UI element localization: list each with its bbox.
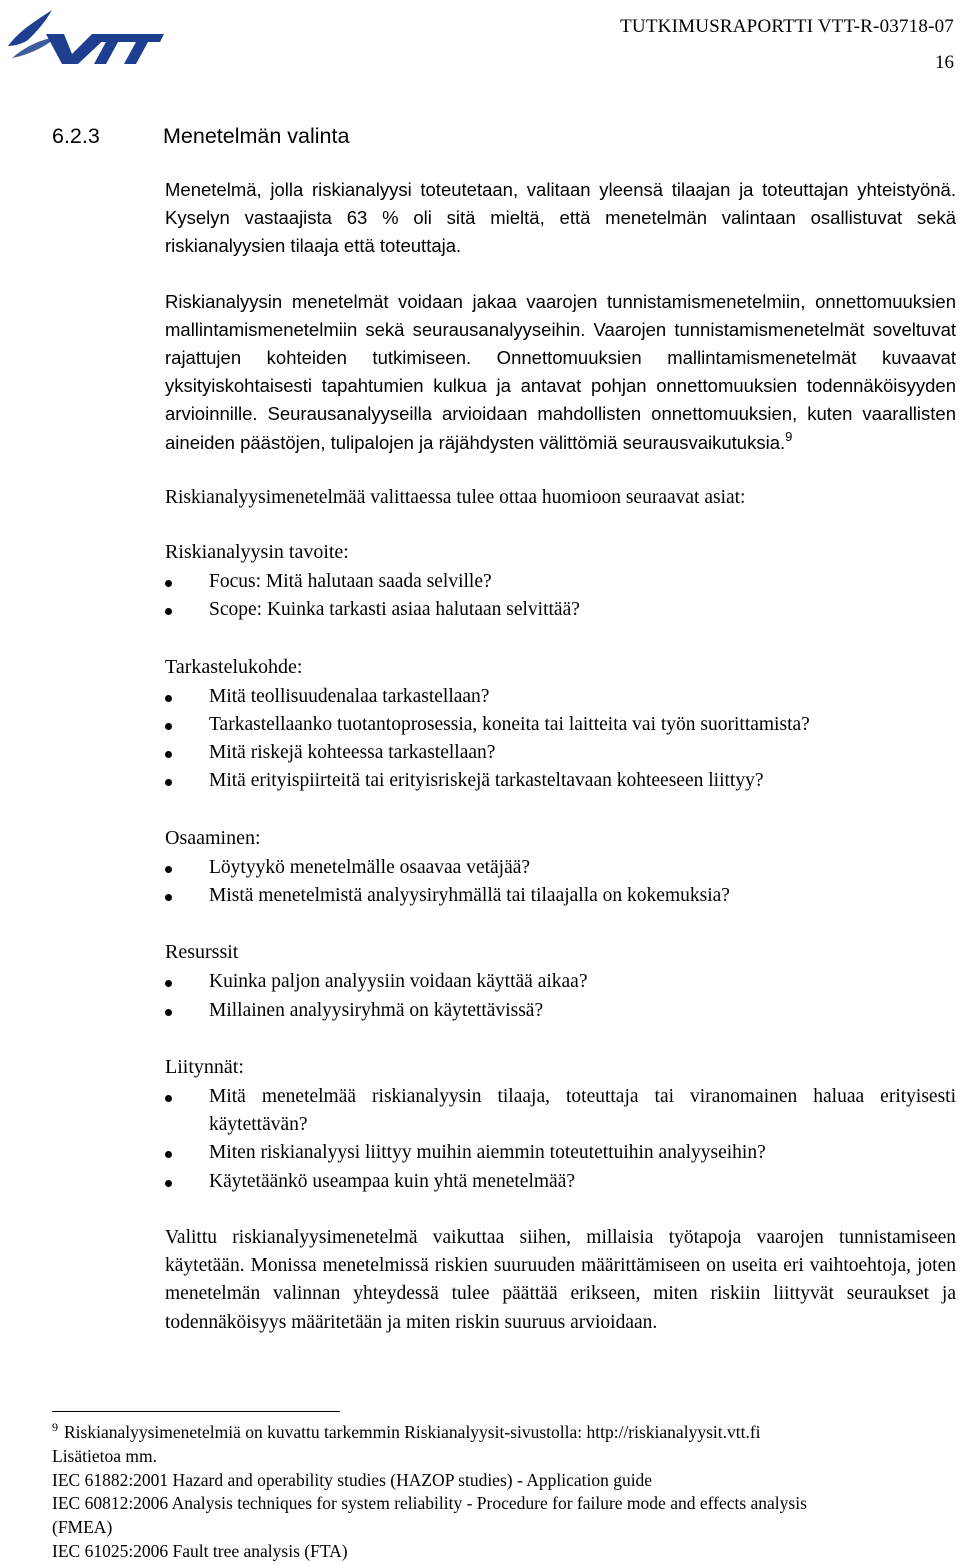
footnotes [52,1421,942,1564]
footnote-text: Riskianalyysimenetelmiä on kuvattu tarkemmin Riskianalyysit-sivustolla: http://riskianalyysit.vtt.fi [64,1422,761,1442]
list-item [165,882,956,910]
bullet-icon [165,866,172,873]
section-title: Menetelmän valinta [163,124,350,148]
bullet-icon [165,695,172,702]
list-item [165,683,956,711]
bullet-icon [165,723,172,730]
bullet-icon [165,1009,172,1016]
page-number: 16 [935,52,954,73]
paragraph-conclusion: Valittu riskianalyysimenetelmä vaikuttaa siihen, millaisia työtapoja vaarojen tunnistamiseen käytetään. Monissa menetelmissä riskien suuruuden määrittämiseen on useita eri vaihtoehtoja, joten menetelmän valinnan yhteydessä tulee päättää erikseen, miten riskiin liittyvät seuraukset ja todennäköisyys määritetään ja miten riskin suuruus arvioidaan. [165,1226,956,1333]
footnote-number: 9 [52,1420,58,1434]
list-item-text: Mitä riskejä kohteessa tarkastellaan? [209,742,496,764]
footnote-divider [52,1411,340,1412]
footnote-line: IEC 61025:2006 Fault tree analysis (FTA) [52,1540,348,1561]
footnote-line: Lisätietoa mm. [52,1445,157,1466]
list-item-text: Miten riskianalyysi liittyy muihin aiemmin toteutettuihin analyyseihin? [209,1142,766,1164]
list-item-text: Mitä erityispiirteitä tai erityisriskejä tarkasteltavaan kohteeseen liittyy? [209,770,764,792]
criteria-group [165,1053,956,1196]
criteria-groups [165,538,956,1196]
list-item-text: Focus: Mitä halutaan saada selville? [209,571,492,593]
paragraph-intro: Menetelmä, jolla riskianalyysi toteutetaan, valitaan yleensä tilaajan ja toteuttajan yhteistyönä. Kyselyn vastaajista 63 % oli sitä mieltä, että menetelmän valintaan osallistuvat sekä riskianalyysien tilaaja että toteuttaja. [165,179,956,257]
bullet-list [165,1083,956,1196]
list-item-text: Scope: Kuinka tarkasti asiaa halutaan selvittää? [209,599,580,621]
group-title: Riskianalyysin tavoite: [165,541,349,564]
list-item [165,1168,956,1196]
list-item [165,854,956,882]
report-id: TUTKIMUSRAPORTTI VTT-R-03718-07 [620,16,954,37]
list-item [165,568,956,596]
bullet-list [165,683,956,796]
list-item [165,739,956,767]
bullet-list [165,854,956,910]
list-item-text: Mistä menetelmistä analyysiryhmällä tai tilaajalla on kokemuksia? [209,885,730,907]
list-item [165,1083,956,1139]
list-item-text: Käytetäänkö useampaa kuin yhtä menetelmää? [209,1170,576,1192]
list-item-text: Mitä teollisuudenalaa tarkastellaan? [209,685,490,707]
criteria-group [165,538,956,625]
list-item-text: Tarkastellaanko tuotantoprosessia, koneita tai laitteita vai työn suorittamista? [209,714,810,736]
list-item-text: Mitä menetelmää riskianalyysin tilaaja, toteuttaja tai viranomainen haluaa erityisesti käytettävän? [209,1086,956,1136]
bullet-icon [165,779,172,786]
list-item-text: Löytyykö menetelmälle osaavaa vetäjää? [209,856,531,878]
bullet-icon [165,1180,172,1187]
vtt-logo-icon [6,6,164,66]
list-item-text: Kuinka paljon analyysiin voidaan käyttää aikaa? [209,971,588,993]
section-heading [52,124,349,149]
bullet-icon [165,1151,172,1158]
list-item [165,596,956,624]
paragraph-methods [165,288,956,457]
footnote-line: (FMEA) [52,1517,113,1538]
bullet-icon [165,894,172,901]
section-number: 6.2.3 [52,124,100,148]
criteria-group [165,938,956,1025]
group-title: Liitynnät: [165,1055,244,1078]
vtt-logo [6,6,164,66]
list-item [165,1139,956,1167]
bullet-icon [165,751,172,758]
bullet-icon [165,580,172,587]
list-item-text: Millainen analyysiryhmä on käytettävissä? [209,999,544,1021]
bullet-list [165,568,956,624]
list-item [165,711,956,739]
footnote-line: IEC 60812:2006 Analysis techniques for system reliability - Procedure for failure mode and effects analysis [52,1493,807,1514]
list-item [165,997,956,1025]
group-title: Osaaminen: [165,826,261,849]
main-content [165,176,956,1337]
list-item [165,767,956,795]
criteria-group [165,824,956,911]
footnote-ref: 9 [785,428,793,444]
list-item [165,968,956,996]
footnote-line: IEC 61882:2001 Hazard and operability studies (HAZOP studies) - Application guide [52,1469,653,1490]
bullet-list [165,968,956,1024]
footnote-line [52,1421,942,1445]
bullet-icon [165,980,172,987]
group-title: Resurssit [165,941,239,964]
bullet-icon [165,1095,172,1102]
paragraph-considerations: Riskianalyysimenetelmää valittaessa tulee ottaa huomioon seuraavat asiat: [165,486,746,508]
bullet-icon [165,608,172,615]
paragraph-methods-text: Riskianalyysin menetelmät voidaan jakaa vaarojen tunnistamismenetelmiin, onnettomuuksien mallintamismenetelmiin sekä seurausanalyyseihin. Vaarojen tunnistamismenetelmät soveltuvat rajattujen kohteiden tutkimiseen. Onnettomuuksien mallintamismenetelmät kuvaavat yksityiskohtaisesti tapahtumien kulkua ja antavat pohjan onnettomuuksien todennäköisyyden arvioinnille. Seurausanalyyseilla arvioidaan mahdollisten onnettomuuksien, kuten vaarallisten aineiden päästöjen, tulipalojen ja räjähdysten välittömiä seurausvaikutuksia. [165,290,956,453]
criteria-group [165,653,956,796]
group-title: Tarkastelukohde: [165,655,303,678]
